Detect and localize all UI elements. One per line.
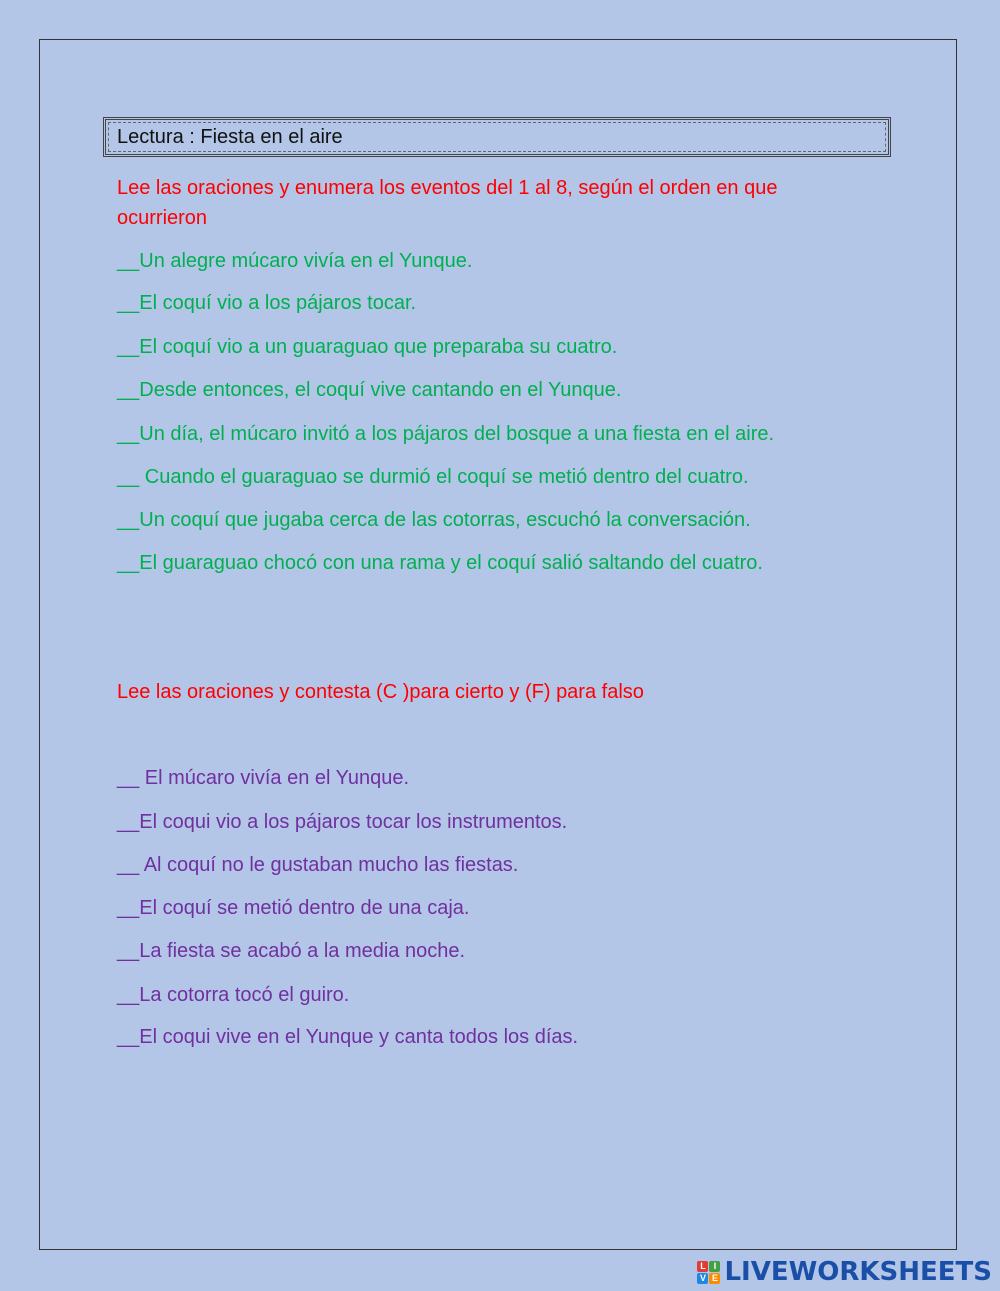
section1-item-7: __Un coquí que jugaba cerca de las cotorras, escuchó la conversación.: [117, 509, 751, 531]
logo-letter-i: I: [709, 1261, 720, 1272]
section1-item-5: __Un día, el múcaro invitó a los pájaros del bosque a una fiesta en el aire.: [117, 423, 775, 445]
section2-item-3: __ Al coquí no le gustaban mucho las fiestas.: [117, 854, 519, 876]
section1-item-8: __El guaraguao chocó con una rama y el coquí salió saltando del cuatro.: [117, 552, 763, 574]
liveworksheets-logo: [697, 1257, 992, 1287]
section1-item-6: __ Cuando el guaraguao se durmió el coquí se metió dentro del cuatro.: [117, 466, 749, 488]
section1-instruction: Lee las oraciones y enumera los eventos del 1 al 8, según el orden en que ocurrieron: [117, 177, 778, 229]
section1-item-1: __Un alegre múcaro vivía en el Yunque.: [117, 250, 473, 272]
section2-item-2: __El coqui vio a los pájaros tocar los instrumentos.: [117, 811, 568, 833]
brand-text: LIVEWORKSHEETS: [724, 1257, 992, 1287]
section2-item-5: __La fiesta se acabó a la media noche.: [117, 940, 466, 962]
section2-item-4: __El coquí se metió dentro de una caja.: [117, 897, 470, 919]
worksheet-title: Lectura : Fiesta en el aire: [117, 126, 343, 148]
logo-letter-l: L: [697, 1261, 708, 1272]
section2-instruction: Lee las oraciones y contesta (C )para cierto y (F) para falso: [117, 681, 644, 703]
logo-letter-v: V: [697, 1273, 708, 1284]
section2-item-7: __El coqui vive en el Yunque y canta todos los días.: [117, 1026, 579, 1048]
logo-letter-e: E: [709, 1273, 720, 1284]
section2-item-6: __La cotorra tocó el guiro.: [117, 984, 350, 1006]
section2-item-1: __ El múcaro vivía en el Yunque.: [117, 767, 410, 789]
section1-item-4: __Desde entonces, el coquí vive cantando en el Yunque.: [117, 379, 622, 401]
section1-item-3: __El coquí vio a un guaraguao que preparaba su cuatro.: [117, 336, 618, 358]
liveworksheets-icon: [697, 1261, 720, 1284]
section1-item-2: __El coquí vio a los pájaros tocar.: [117, 292, 417, 314]
